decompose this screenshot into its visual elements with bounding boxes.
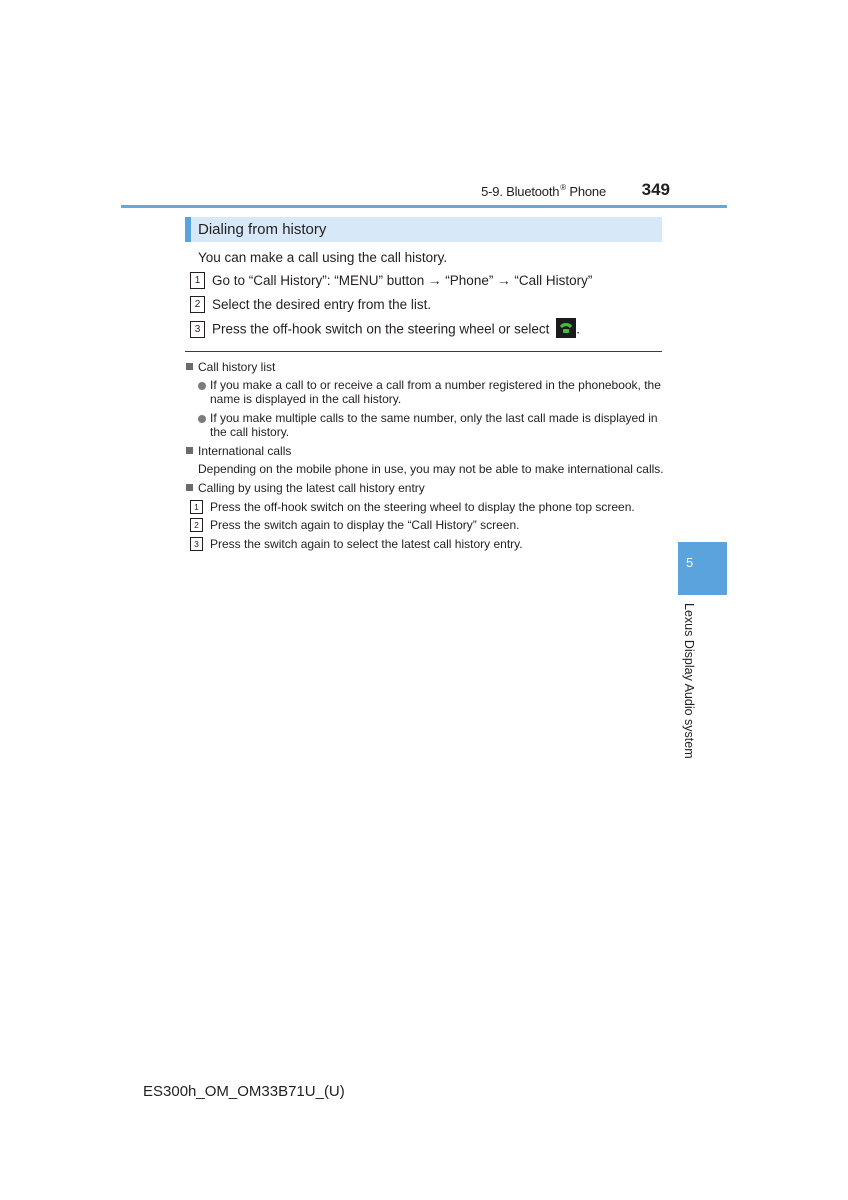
step-text: Select the desired entry from the list. — [212, 297, 432, 312]
round-bullet-icon — [198, 415, 206, 423]
latest-step-1: 1 Press the off-hook switch on the steering wheel to display the phone top screen. — [190, 499, 635, 514]
step-number: 1 — [190, 272, 205, 289]
phone-handset-icon — [556, 318, 576, 338]
chapter-tab — [678, 542, 727, 595]
section-heading — [185, 217, 662, 242]
step-3 — [190, 319, 580, 339]
list-item: If you make a call to or receive a call from a number registered in the phonebook, the name is displayed in the call history. — [198, 378, 666, 406]
latest-step-3: 3 Press the switch again to select the latest call history entry. — [190, 536, 523, 551]
intro-text: You can make a call using the call history. — [198, 250, 448, 265]
chapter-number: 5 — [686, 555, 694, 570]
latest-step-2: 2 Press the switch again to display the “Call History” screen. — [190, 517, 519, 532]
step-text: Press the off-hook switch on the steering wheel or select — [212, 321, 554, 337]
document-code: ES300h_OM_OM33B71U_(U) — [143, 1083, 345, 1100]
step-number: 2 — [190, 296, 205, 313]
header-rule — [121, 205, 727, 208]
step-text: Go to “Call History”: “MENU” button → “Phone” → “Call History” — [212, 273, 593, 288]
step-number: 3 — [190, 537, 203, 551]
note-heading-latest-entry: Calling by using the latest call history entry — [186, 481, 425, 495]
step-suffix: . — [576, 321, 580, 337]
section-title: 5-9. Bluetooth® Phone — [481, 183, 606, 199]
step-number: 1 — [190, 500, 203, 514]
square-bullet-icon — [186, 363, 193, 370]
step-1 — [190, 272, 592, 289]
page-number: 349 — [641, 180, 670, 199]
note-heading-call-history-list: Call history list — [186, 360, 275, 374]
round-bullet-icon — [198, 382, 206, 390]
step-number: 2 — [190, 518, 203, 532]
step-number: 3 — [190, 321, 205, 338]
list-item: If you make multiple calls to the same number, only the last call made is displayed in the call history. — [198, 411, 666, 439]
section-heading-label: Dialing from history — [198, 221, 327, 238]
square-bullet-icon — [186, 447, 193, 454]
international-calls-text: Depending on the mobile phone in use, you may not be able to make international calls. — [198, 462, 664, 476]
step-2 — [190, 296, 431, 313]
chapter-title: Lexus Display Audio system — [682, 603, 696, 759]
divider — [185, 351, 662, 352]
square-bullet-icon — [186, 484, 193, 491]
note-heading-international-calls: International calls — [186, 444, 291, 458]
